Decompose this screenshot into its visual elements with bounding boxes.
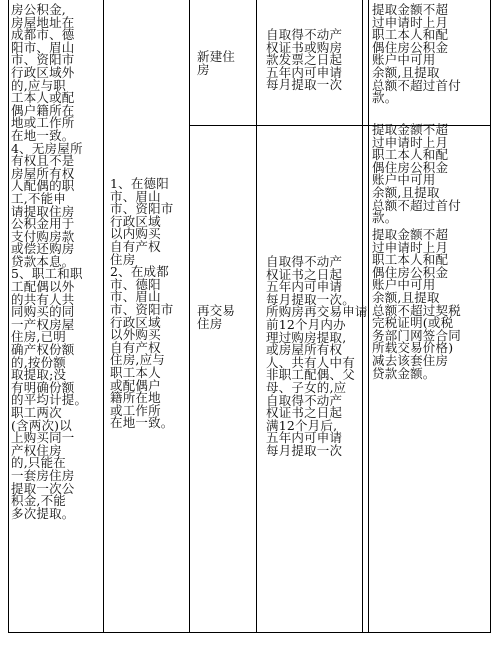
cell-amount-resale-b: 提取金额不超 过申请时上月 职工本人和配 偶住房公积金 账户中可用 余额,且提取 总额不超过契税 完税证明(或税 务部门网签合同 所载交易价格) 减去该套住房 贷款金额。	[372, 227, 461, 381]
table-border-left	[8, 0, 9, 633]
table-border-bottom	[8, 632, 491, 633]
cell-type-new-housing: 新建住 房	[197, 49, 236, 77]
table-divider-col3	[256, 0, 257, 633]
table-divider-col2	[189, 0, 190, 633]
cell-location-rules: 1、在德阳 市、眉山 市、资阳市 行政区域 以内购买 自有产权 住房 2、在成都 市、德阳 市、眉山 市、资阳市 行政区域 以外购买 自有产权 住房,应与 职工本人 或配偶户 籍所在地 或工作所 在地一致。	[110, 176, 174, 431]
table-border-right	[490, 0, 491, 633]
cell-frequency-new: 自取得不动产 权证书或购房 款发票之日起 五年内可申请 每月提取一次	[266, 27, 343, 93]
table-divider-col1	[103, 0, 104, 633]
cell-amount-new: 提取金额不超 过申请时上月 职工本人和配 偶住房公积金 账户中可用 余额,且提取 总额不超过首付 款。	[372, 2, 461, 106]
cell-frequency-resale: 自取得不动产 权证书之日起 五年内可申请 每月提取一次。 所购房再交易申请 前12个月内办 理过购房提取, 或房屋所有权 人、共有人中有 非职工配偶、父 母、子女的,应 自取得不动产 权证书之日起 满12个月后, 五年内可申请 每月提取一次	[266, 254, 368, 458]
cell-type-resale-housing: 再交易 住房	[197, 303, 236, 331]
table-divider-col4b	[368, 0, 369, 633]
cell-amount-resale-a: 提取金额不超 过申请时上月 职工本人和配 偶住房公积金 账户中可用 余额,且提取 总额不超过首付 款。	[372, 122, 461, 226]
cell-conditions: 房公积金, 房屋地址在 成都市、德 阳市、眉山 市、资阳市 行政区域外 的,应与职 工本人或配 偶户籍所在 地或工作所 在地一致。 4、无房屋所 有权且不是 房屋所有权 人配偶的职 工,不能申 请提取住房 公积金用于 支付购房款 或偿还购房 贷款本息。 5、职工和职 工配偶以外 的共有人共 同购买的同 一产权房屋 住房,已明 确产权份额 的,按份额 取提取;没 有明确份额 的平均计提。 职工两次 (含两次)以 上购买同一 产权住房 的,只能在 一套房住房 提取一次公 积金,不能 多次提取。	[11, 2, 88, 521]
